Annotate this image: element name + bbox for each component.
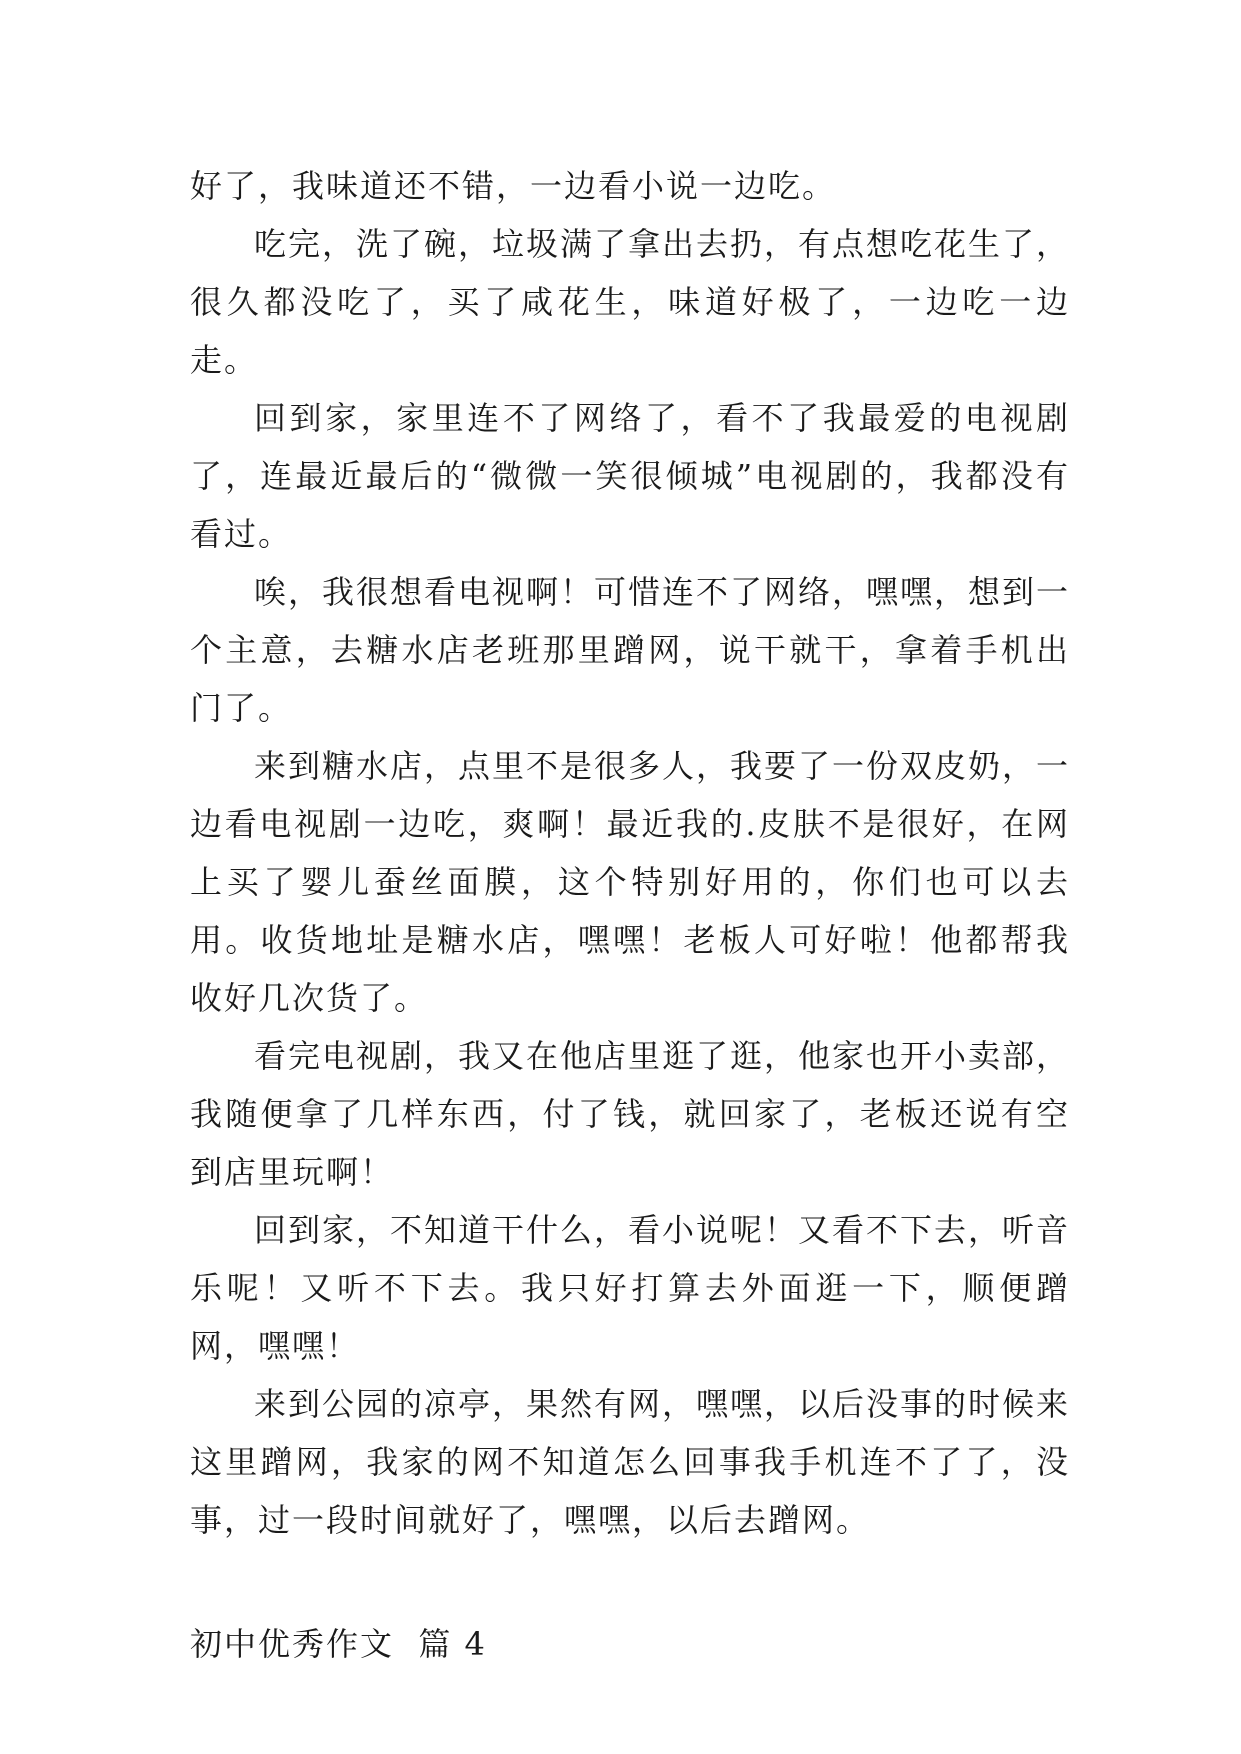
paragraph-3: 回到家，家里连不了网络了，看不了我最爱的电视剧了，连最近最后的“微微一笑很倾城”电视剧的，我都没有看过。 xyxy=(190,399,1070,553)
paragraph-5: 来到糖水店，点里不是很多人，我要了一份双皮奶，一边看电视剧一边吃，爽啊！最近我的.皮肤不是很好，在网上买了婴儿蚕丝面膜，这个特别好用的，你们也可以去用。收货地址是糖水店，嘿嘿！老板人可好啦！他都帮我收好几次货了。 xyxy=(190,747,1071,1017)
paragraph-4: 唉，我很想看电视啊！可惜连不了网络，嘿嘿，想到一个主意，去糖水店老班那里蹭网，说干就干，拿着手机出门了。 xyxy=(190,573,1071,727)
paragraph-6: 看完电视剧，我又在他店里逛了逛，他家也开小卖部，我随便拿了几样东西，付了钱，就回家了，老板还说有空到店里玩啊！ xyxy=(190,1037,1071,1191)
paragraph-2: 吃完，洗了碗，垃圾满了拿出去扔，有点想吃花生了，很久都没吃了，买了咸花生，味道好极了，一边吃一边走。 xyxy=(190,225,1071,379)
section-heading: 初中优秀作文 篇 4 xyxy=(190,1625,487,1663)
document-body xyxy=(190,157,1070,1673)
paragraph-8: 来到公园的凉亭，果然有网，嘿嘿，以后没事的时候来这里蹭网，我家的网不知道怎么回事我手机连不了了，没事，过一段时间就好了，嘿嘿，以后去蹭网。 xyxy=(190,1385,1071,1539)
paragraph-1: 好了，我味道还不错，一边看小说一边吃。 xyxy=(190,167,837,205)
paragraph-7: 回到家，不知道干什么，看小说呢！又看不下去，听音乐呢！又听不下去。我只好打算去外面逛一下，顺便蹭网，嘿嘿！ xyxy=(190,1211,1071,1365)
